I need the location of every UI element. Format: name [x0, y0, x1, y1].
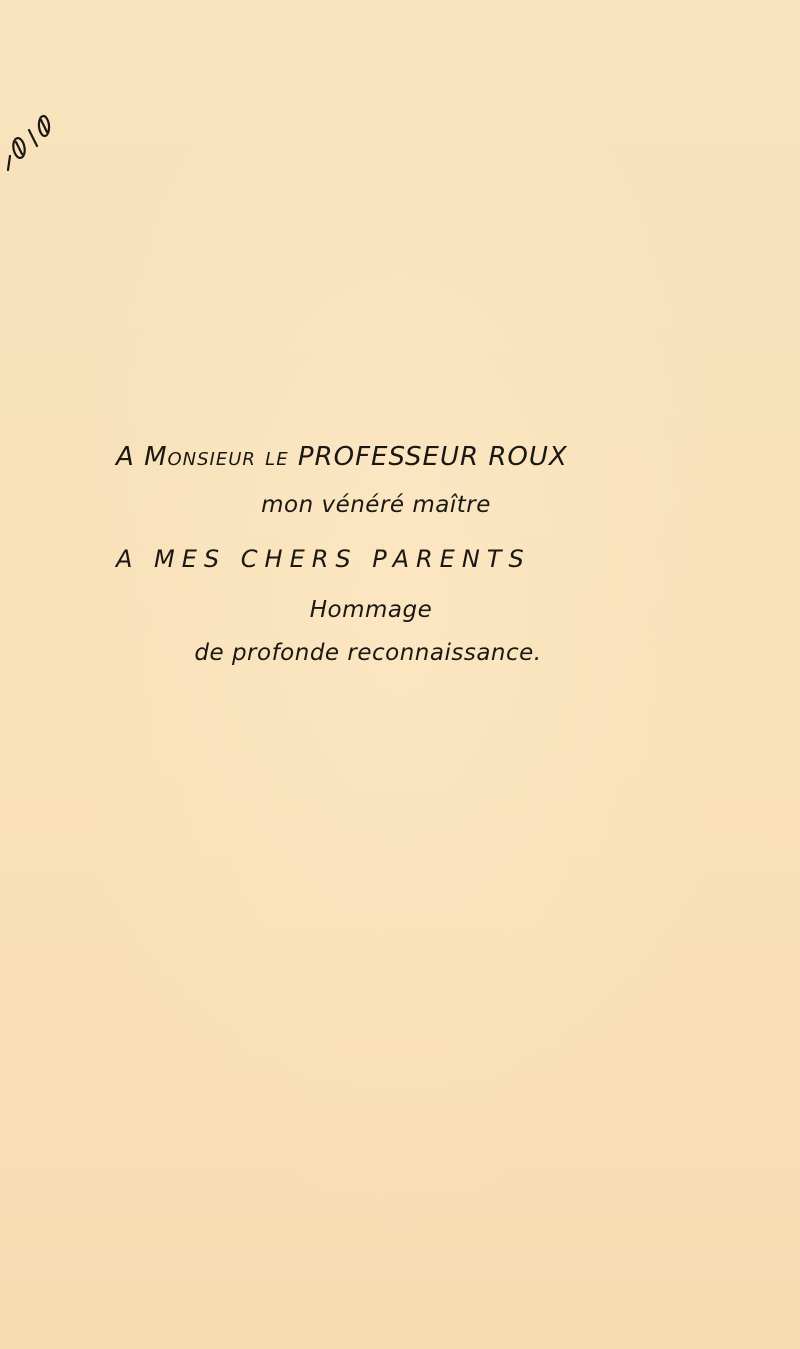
handwritten-shelfmark-icon — [4, 104, 72, 174]
dedication-line-master: mon vénéré maître — [261, 492, 491, 518]
dedication-line-professor — [116, 442, 568, 472]
dedication-prefix: A — [116, 442, 135, 472]
dedication-line-parents: A MES CHERS PARENTS — [116, 545, 531, 573]
dedication-title-smallcaps: Monsieur le — [144, 442, 289, 472]
dedication-line-gratitude: de profonde reconnaissance. — [194, 640, 542, 666]
dedication-line-homage: Hommage — [309, 597, 433, 623]
dedication-professor-name: PROFESSEUR ROUX — [297, 442, 568, 472]
